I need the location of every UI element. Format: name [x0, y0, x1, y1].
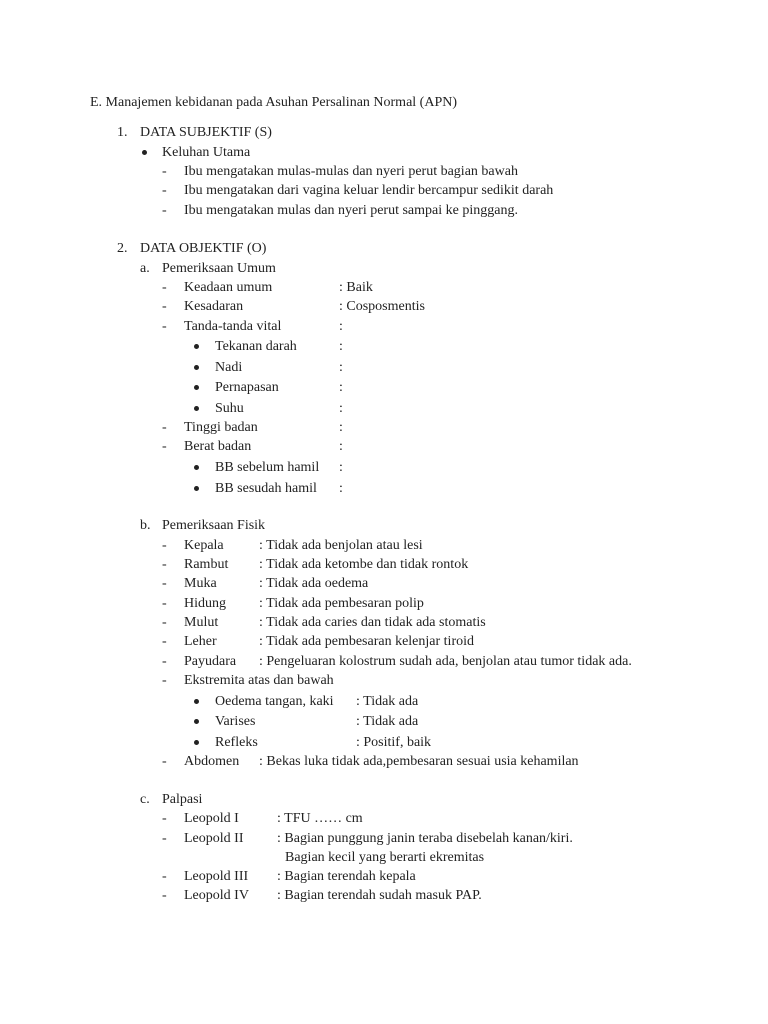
field-value: : Pengeluaran kolostrum sudah ada, benjolan atau tumor tidak ada. [259, 654, 632, 669]
leopold-value: : Bagian terendah kepala [277, 869, 416, 884]
dash-marker: - [162, 538, 167, 553]
dash-marker: - [162, 596, 167, 611]
vital-value: : [339, 380, 343, 395]
field-value: : Bekas luka tidak ada,pembesaran sesuai usia kehamilan [259, 754, 579, 769]
field-value: : [339, 319, 343, 334]
bullet-icon [194, 385, 199, 390]
bullet-icon [194, 740, 199, 745]
section-1-heading: DATA SUBJEKTIF (S) [140, 125, 272, 140]
subsection-a-marker: a. [140, 261, 150, 276]
vital-label: Pernapasan [215, 380, 279, 395]
vital-label: Suhu [215, 401, 244, 416]
leopold-label: Leopold II [184, 831, 244, 846]
field-label: Berat badan [184, 439, 252, 454]
keluhan-item: Ibu mengatakan mulas-mulas dan nyeri perut bagian bawah [184, 164, 518, 179]
vital-label: Tekanan darah [215, 339, 297, 354]
leopold-label: Leopold IV [184, 888, 249, 903]
field-label: Mulut [184, 615, 219, 630]
dash-marker: - [162, 439, 167, 454]
dash-marker: - [162, 557, 167, 572]
dash-marker: - [162, 615, 167, 630]
keluhan-item: Ibu mengatakan dari vagina keluar lendir bercampur sedikit darah [184, 183, 554, 198]
bullet-icon [194, 406, 199, 411]
field-label: Rambut [184, 557, 229, 572]
leopold-label: Leopold I [184, 811, 239, 826]
dash-marker: - [162, 634, 167, 649]
bullet-icon [194, 699, 199, 704]
bullet-icon [194, 344, 199, 349]
field-value: : Tidak ada caries dan tidak ada stomatis [259, 615, 486, 630]
field-label: Muka [184, 576, 217, 591]
section-1-number: 1. [117, 125, 128, 140]
field-value: : Cosposmentis [339, 299, 425, 314]
leopold-value-continuation: Bagian kecil yang berarti ekremitas [285, 850, 485, 865]
ekstremita-item-value: : Positif, baik [356, 735, 432, 750]
vital-value: : [339, 401, 343, 416]
field-label: Tanda-tanda vital [184, 319, 282, 334]
dash-marker: - [162, 183, 167, 198]
bb-label: BB sesudah hamil [215, 481, 317, 496]
bb-value: : [339, 481, 343, 496]
subsection-c-heading: Palpasi [162, 792, 203, 807]
field-label: Payudara [184, 654, 237, 669]
field-value: : Tidak ada oedema [259, 576, 369, 591]
section-2-number: 2. [117, 241, 128, 256]
ekstremita-item-label: Refleks [215, 735, 258, 750]
dash-marker: - [162, 319, 167, 334]
field-value: : Tidak ada ketombe dan tidak rontok [259, 557, 469, 572]
field-label: Kesadaran [184, 299, 244, 314]
section-2-heading: DATA OBJEKTIF (O) [140, 241, 267, 256]
bullet-icon [194, 719, 199, 724]
field-value: : Tidak ada benjolan atau lesi [259, 538, 423, 553]
field-value: : Tidak ada pembesaran polip [259, 596, 424, 611]
ekstremita-label: Ekstremita atas dan bawah [184, 673, 334, 688]
subsection-b-marker: b. [140, 518, 151, 533]
vital-value: : [339, 339, 343, 354]
field-value: : [339, 420, 343, 435]
dash-marker: - [162, 280, 167, 295]
dash-marker: - [162, 831, 167, 846]
subsection-b-heading: Pemeriksaan Fisik [162, 518, 266, 533]
field-value: : Tidak ada pembesaran kelenjar tiroid [259, 634, 474, 649]
dash-marker: - [162, 673, 167, 688]
subsection-a-heading: Pemeriksaan Umum [162, 261, 276, 276]
leopold-label: Leopold III [184, 869, 249, 884]
dash-marker: - [162, 203, 167, 218]
dash-marker: - [162, 888, 167, 903]
dash-marker: - [162, 869, 167, 884]
field-label: Kepala [184, 538, 224, 553]
field-value: : [339, 439, 343, 454]
keluhan-utama-label: Keluhan Utama [162, 145, 251, 160]
leopold-value: : TFU …… cm [277, 811, 363, 826]
dash-marker: - [162, 654, 167, 669]
subsection-c-marker: c. [140, 792, 150, 807]
field-label: Hidung [184, 596, 226, 611]
document-title: E. Manajemen kebidanan pada Asuhan Persalinan Normal (APN) [90, 95, 458, 110]
ekstremita-item-value: : Tidak ada [356, 694, 419, 709]
bullet-icon [142, 150, 147, 155]
bullet-icon [194, 486, 199, 491]
dash-marker: - [162, 299, 167, 314]
bb-label: BB sebelum hamil [215, 460, 320, 475]
ekstremita-item-label: Varises [215, 714, 256, 729]
leopold-value: : Bagian terendah sudah masuk PAP. [277, 888, 482, 903]
vital-value: : [339, 360, 343, 375]
vital-label: Nadi [215, 360, 243, 375]
field-label: Keadaan umum [184, 280, 273, 295]
ekstremita-item-value: : Tidak ada [356, 714, 419, 729]
bb-value: : [339, 460, 343, 475]
field-label: Abdomen [184, 754, 240, 769]
field-label: Leher [184, 634, 217, 649]
ekstremita-item-label: Oedema tangan, kaki [215, 694, 334, 709]
dash-marker: - [162, 420, 167, 435]
dash-marker: - [162, 754, 167, 769]
bullet-icon [194, 365, 199, 370]
field-label: Tinggi badan [184, 420, 258, 435]
bullet-icon [194, 465, 199, 470]
leopold-value: : Bagian punggung janin teraba disebelah kanan/kiri. [277, 831, 573, 846]
dash-marker: - [162, 811, 167, 826]
dash-marker: - [162, 576, 167, 591]
keluhan-item: Ibu mengatakan mulas dan nyeri perut sampai ke pinggang. [184, 203, 518, 218]
dash-marker: - [162, 164, 167, 179]
field-value: : Baik [339, 280, 373, 295]
